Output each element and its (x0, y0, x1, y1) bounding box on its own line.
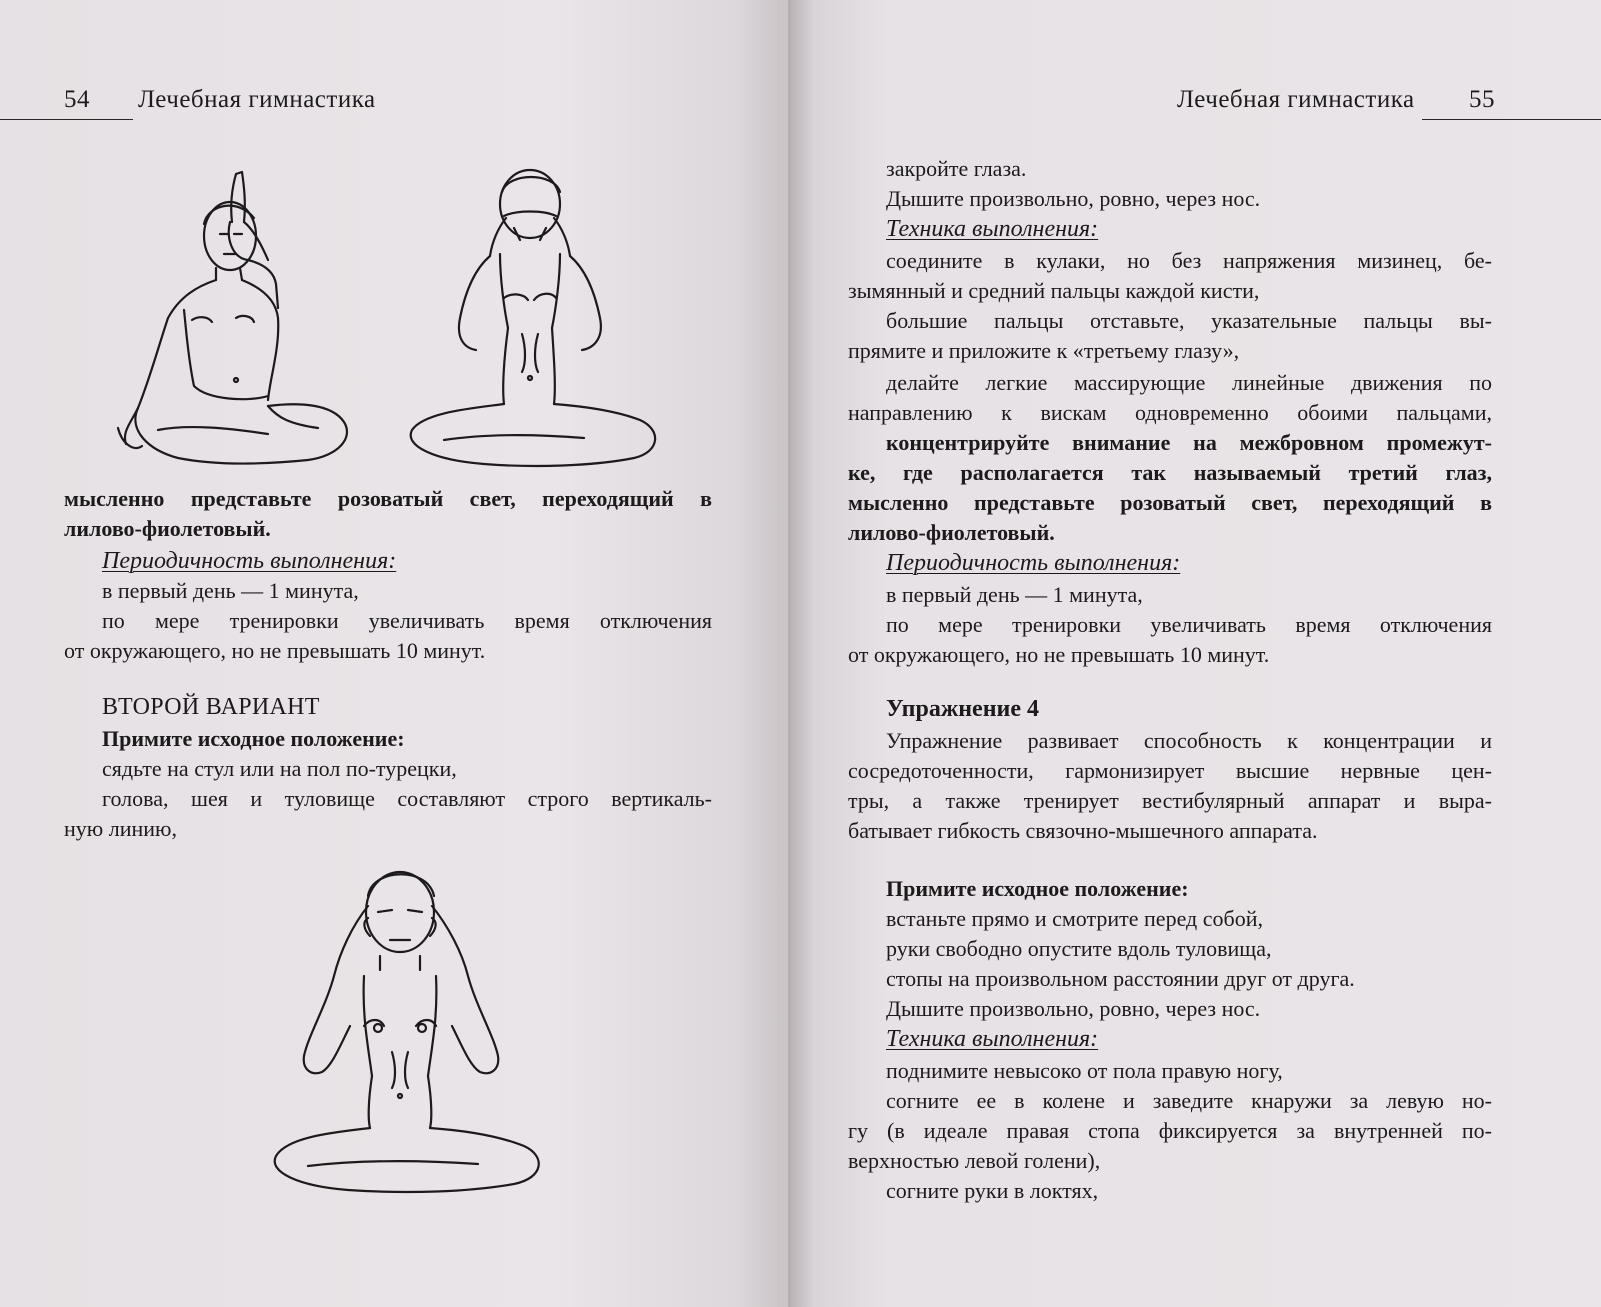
text-line: делайте легкие массирующие линейные движения по (886, 370, 1492, 395)
text-line: по мере тренировки увеличивать время отключения (102, 608, 712, 633)
technique-heading: Техника выполнения: (886, 216, 1099, 242)
header-rule-right (1422, 119, 1601, 120)
r-line-14 (886, 610, 1492, 640)
r-line-28: согните руки в локтях, (886, 1178, 1099, 1203)
text-line: соедините в кулаки, но без напряжения мизинец, бе- (886, 248, 1492, 273)
r-line-24: поднимите невысоко от пола правую ногу, (886, 1058, 1283, 1083)
running-head-right: Лечебная гимнастика (1177, 86, 1415, 113)
figure-seated-hands-over-eyes-icon (404, 168, 664, 468)
r-line-13: в первый день — 1 минута, (886, 582, 1143, 607)
r-line-19: батывает гибкость связочно-мышечного аппарата. (848, 818, 1318, 843)
text-line: направлению к вискам одновременно обоими пальцами, (848, 400, 1492, 425)
r-line-23: Дышите произвольно, ровно, через нос. (886, 996, 1261, 1021)
r-periodicity-heading (886, 548, 1180, 578)
text-line: мысленно представьте розоватый свет, переходящий в (64, 486, 712, 511)
r-line-07 (886, 368, 1492, 398)
text-line: голова, шея и туловище составляют строго вертикаль- (102, 786, 712, 811)
text-line: ке, где располагается так называемый третий глаз, (848, 460, 1492, 485)
left-para-1 (64, 484, 712, 514)
text-line: большие пальцы отставьте, указательные пальцы вы- (886, 308, 1492, 333)
r-line-17 (848, 756, 1492, 786)
text-line: по мере тренировки увеличивать время отключения (886, 612, 1492, 637)
left-periodicity-heading (102, 546, 396, 576)
text-line: мысленно представьте розоватый свет, переходящий в (848, 490, 1492, 515)
left-start-position-heading: Примите исходное положение: (102, 726, 405, 751)
right-page (790, 0, 1601, 1307)
r-line-21: руки свободно опустите вдоль туловища, (886, 936, 1272, 961)
r-line-16 (886, 726, 1492, 756)
text-line: гу (в идеале правая стопа фиксируется за внутренней по- (848, 1118, 1492, 1143)
r-line-03 (886, 246, 1492, 276)
technique-heading: Техника выполнения: (886, 1026, 1099, 1052)
r-line-18 (848, 786, 1492, 816)
left-page (0, 0, 790, 1307)
r-line-08 (848, 398, 1492, 428)
r-line-05 (886, 306, 1492, 336)
r-line-01: закройте глаза. (886, 156, 1027, 181)
left-para-1-end (64, 514, 712, 544)
r-line-26 (848, 1116, 1492, 1146)
header-rule-left (0, 119, 133, 120)
left-sp-2 (102, 784, 712, 814)
page-number-right: 55 (1469, 86, 1495, 113)
r-line-06: прямите и приложите к «третьему глазу», (848, 338, 1240, 363)
r-line-04: зымянный и средний пальцы каждой кисти, (848, 278, 1260, 303)
page-number-left: 54 (64, 86, 90, 113)
text-line: тры, а также тренирует вестибулярный аппарат и выра- (848, 788, 1492, 813)
r-start-position-heading: Примите исходное положение: (886, 876, 1189, 901)
text-line: сосредоточенности, гармонизирует высшие нервные цен- (848, 758, 1492, 783)
r-line-10 (848, 458, 1492, 488)
left-sp-1: сядьте на стул или на пол по-турецки, (102, 756, 457, 781)
r-line-25 (886, 1086, 1492, 1116)
text-line: Упражнение развивает способность к концентрации и (886, 728, 1492, 753)
r-line-12: лилово-фиолетовый. (848, 520, 1055, 545)
text-line: от окружающего, но не превышать 10 минут. (64, 638, 486, 663)
r-line-27: верхностью левой голени), (848, 1148, 1101, 1173)
r-line-15: от окружающего, но не превышать 10 минут. (848, 642, 1270, 667)
left-period-1 (102, 576, 359, 606)
left-sp-2-end: ную линию, (64, 816, 177, 841)
left-period-2-end (64, 636, 485, 666)
r-line-02: Дышите произвольно, ровно, через нос. (886, 186, 1261, 211)
left-period-2 (102, 606, 712, 636)
text-line: концентрируйте внимание на межбровном промежут- (886, 430, 1492, 455)
r-technique-heading-2 (886, 1024, 1098, 1054)
exercise-heading: Упражнение 4 (886, 696, 1040, 722)
variant-heading: ВТОРОЙ ВАРИАНТ (102, 694, 320, 720)
r-technique-heading-1 (886, 214, 1098, 244)
figure-seated-hands-at-temples-icon (268, 866, 548, 1196)
running-head-left: Лечебная гимнастика (138, 86, 376, 113)
periodicity-heading: Периодичность выполнения: (886, 550, 1181, 576)
r-line-20: встаньте прямо и смотрите перед собой, (886, 906, 1263, 931)
text-line: лилово-фиолетовый. (64, 516, 271, 541)
r-line-11 (848, 488, 1492, 518)
text-line: в первый день — 1 минута, (102, 578, 359, 603)
r-line-22: стопы на произвольном расстоянии друг от друга. (886, 966, 1355, 991)
text-line: согните ее в колене и заведите кнаружи за левую но- (886, 1088, 1492, 1113)
periodicity-heading: Периодичность выполнения: (102, 548, 397, 574)
figure-seated-hands-raised-icon (118, 168, 358, 468)
r-line-09 (886, 428, 1492, 458)
